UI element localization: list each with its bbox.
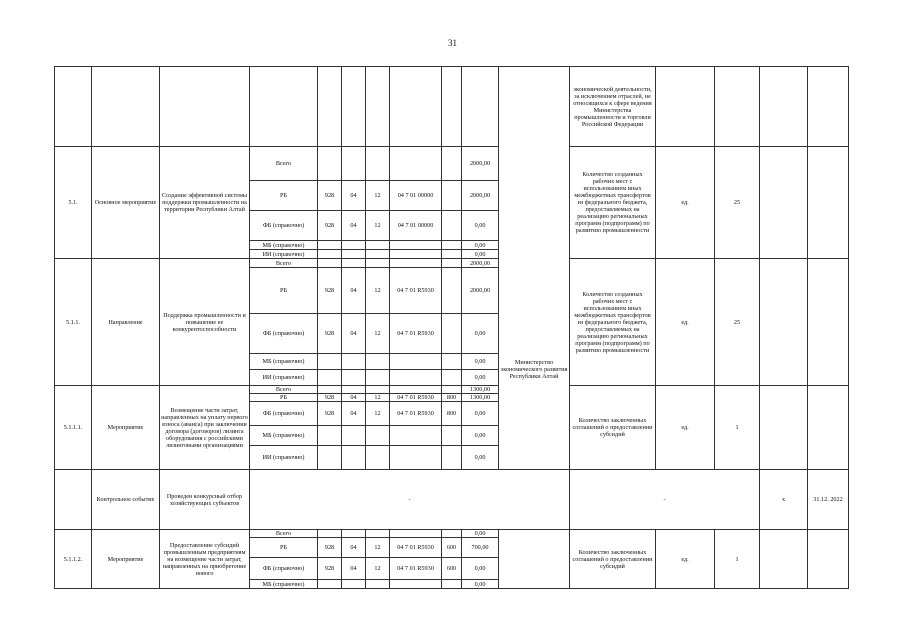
row-number: 5.1.1.1.: [55, 386, 92, 470]
table-row: [55, 67, 849, 147]
funding-source: ИИ (справочно): [250, 446, 318, 470]
pr-cell: [366, 147, 390, 181]
value-cell: 25: [715, 147, 760, 259]
vr-cell: [442, 314, 462, 354]
amount-cell: 0,00: [462, 580, 499, 589]
funding-source: РБ: [250, 181, 318, 211]
amount-cell: 0,00: [462, 530, 499, 538]
funding-source: РБ: [250, 538, 318, 558]
rz-cell: 04: [342, 538, 366, 558]
amount-cell: 1300,00: [462, 386, 499, 394]
executor-cell: Министерство экономического развития Республики Алтай: [499, 354, 570, 386]
row-name: Проведен конкурсный отбор хозяйствующих субъектов: [160, 470, 250, 530]
value-cell: 25: [715, 259, 760, 386]
funding-source: МБ (справочно): [250, 426, 318, 446]
row-name: Возмещение части затрат, направленных на уплату первого взноса (аванса) при заключении договора (договоров) лизинга оборудования с российскими лизинговыми организациями: [160, 386, 250, 470]
indicator-cell: Количество созданных рабочих мест с использованием иных межбюджетных трансфертов из федерального бюджета, предоставляемых на реализацию региональных программ (подпрограмм) по развитию промышленности: [570, 147, 656, 259]
unit-cell: ед.: [656, 386, 715, 470]
rz-cell: 04: [342, 211, 366, 241]
date-cell: 31.12. 2022: [808, 470, 849, 530]
csr-cell: 04 7 01 R5930: [390, 558, 442, 580]
grbs-cell: 928: [318, 538, 342, 558]
program-table: [54, 66, 849, 589]
rz-cell: [342, 147, 366, 181]
vr-cell: 600: [442, 538, 462, 558]
table-row: [55, 386, 849, 394]
amount-cell: 2000,00: [462, 181, 499, 211]
rz-cell: 04: [342, 314, 366, 354]
row-number: 5.1.: [55, 147, 92, 259]
table-row: [55, 147, 849, 181]
funding-source: Всего: [250, 386, 318, 394]
table-row: [55, 259, 849, 268]
amount-cell: 0,00: [462, 558, 499, 580]
amount-cell: 0,00: [462, 402, 499, 426]
amount-cell: 2000,00: [462, 147, 499, 181]
page-number: 31: [448, 38, 457, 48]
amount-cell: 2000,00: [462, 268, 499, 314]
row-type: Мероприятие: [92, 386, 160, 470]
amount-cell: 0,00: [462, 370, 499, 386]
rz-cell: 04: [342, 558, 366, 580]
vr-cell: [442, 211, 462, 241]
row-type: Направление: [92, 259, 160, 386]
amount-cell: 0,00: [462, 446, 499, 470]
grbs-cell: [318, 147, 342, 181]
rz-cell: 04: [342, 268, 366, 314]
grbs-cell: 928: [318, 558, 342, 580]
table-row: [55, 530, 849, 538]
grbs-cell: 928: [318, 181, 342, 211]
vr-cell: [442, 268, 462, 314]
csr-cell: 04 7 01 R5930: [390, 402, 442, 426]
funding-source: ФБ (справочно): [250, 211, 318, 241]
row-name: Поддержка промышленности и повышение ее конкурентоспособности: [160, 259, 250, 386]
amount-cell: 2000,00: [462, 259, 499, 268]
csr-cell: 04 7 01 R5930: [390, 268, 442, 314]
rz-cell: 04: [342, 402, 366, 426]
pr-cell: 12: [366, 558, 390, 580]
funding-source: ИИ (справочно): [250, 250, 318, 259]
row-name: Создание эффективной системы поддержки промышленности на территории Республики Алтай: [160, 147, 250, 259]
vr-cell: [442, 181, 462, 211]
pr-cell: 12: [366, 211, 390, 241]
indicator-cell: Количество созданных рабочих мест с использованием иных межбюджетных трансфертов из федерального бюджета, предоставляемых на реализацию региональных программ (подпрограмм) по развитию промышленности: [570, 259, 656, 386]
funding-source: Всего: [250, 147, 318, 181]
row-type: Мероприятие: [92, 530, 160, 589]
unit-cell: ед.: [656, 530, 715, 589]
funding-source: ФБ (справочно): [250, 402, 318, 426]
funding-source: Всего: [250, 530, 318, 538]
funding-source: ФБ (справочно): [250, 558, 318, 580]
grbs-cell: 928: [318, 314, 342, 354]
vr-cell: 800: [442, 394, 462, 402]
mark-cell: x: [760, 470, 808, 530]
pr-cell: 12: [366, 538, 390, 558]
csr-cell: 04 7 01 00000: [390, 211, 442, 241]
pr-cell: 12: [366, 394, 390, 402]
amount-cell: 0,00: [462, 250, 499, 259]
pr-cell: 12: [366, 181, 390, 211]
funding-source: МБ (справочно): [250, 580, 318, 589]
indicator-cell: Количество заключенных соглашений о предоставлении субсидий: [570, 530, 656, 589]
pr-cell: 12: [366, 402, 390, 426]
amount-cell: 0,00: [462, 314, 499, 354]
row-type: Контрольное событие: [92, 470, 160, 530]
dash-cell: -: [570, 470, 760, 530]
dash-cell: -: [250, 470, 570, 530]
amount-cell: 0,00: [462, 354, 499, 370]
rz-cell: 04: [342, 181, 366, 211]
row-type: Основное мероприятие: [92, 147, 160, 259]
amount-cell: 1300,00: [462, 394, 499, 402]
csr-cell: 04 7 01 R5930: [390, 314, 442, 354]
pr-cell: 12: [366, 314, 390, 354]
funding-source: ИИ (справочно): [250, 370, 318, 386]
amount-cell: 0,00: [462, 211, 499, 241]
grbs-cell: 928: [318, 211, 342, 241]
unit-cell: ед.: [656, 259, 715, 386]
row-number: 5.1.1.: [55, 259, 92, 386]
funding-source: Всего: [250, 259, 318, 268]
row-number: 5.1.1.2.: [55, 530, 92, 589]
pr-cell: 12: [366, 268, 390, 314]
amount-cell: 0,00: [462, 241, 499, 250]
funding-source: ФБ (справочно): [250, 314, 318, 354]
value-cell: 1: [715, 386, 760, 470]
amount-cell: 0,00: [462, 426, 499, 446]
vr-cell: 600: [442, 558, 462, 580]
csr-cell: 04 7 01 00000: [390, 181, 442, 211]
rz-cell: 04: [342, 394, 366, 402]
value-cell: 1: [715, 530, 760, 589]
grbs-cell: 928: [318, 402, 342, 426]
vr-cell: [442, 147, 462, 181]
funding-source: РБ: [250, 268, 318, 314]
funding-source: МБ (справочно): [250, 354, 318, 370]
csr-cell: 04 7 01 R5930: [390, 394, 442, 402]
funding-source: РБ: [250, 394, 318, 402]
row-name: Предоставление субсидий промышленным предприятиям на возмещение части затрат, направленных на приобретение нового: [160, 530, 250, 589]
grbs-cell: 928: [318, 394, 342, 402]
vr-cell: 800: [442, 402, 462, 426]
grbs-cell: 928: [318, 268, 342, 314]
table-row: [55, 470, 849, 530]
amount-cell: 700,00: [462, 538, 499, 558]
csr-cell: [390, 147, 442, 181]
indicator-cell: экономической деятельности, за исключением отраслей, не относящихся к сфере ведения Министерства промышленности и торговли Российской Федерации: [570, 67, 656, 147]
indicator-cell: Количество заключенных соглашений о предоставлении субсидий: [570, 386, 656, 470]
csr-cell: 04 7 01 R5930: [390, 538, 442, 558]
unit-cell: ед.: [656, 147, 715, 259]
funding-source: МБ (справочно): [250, 241, 318, 250]
